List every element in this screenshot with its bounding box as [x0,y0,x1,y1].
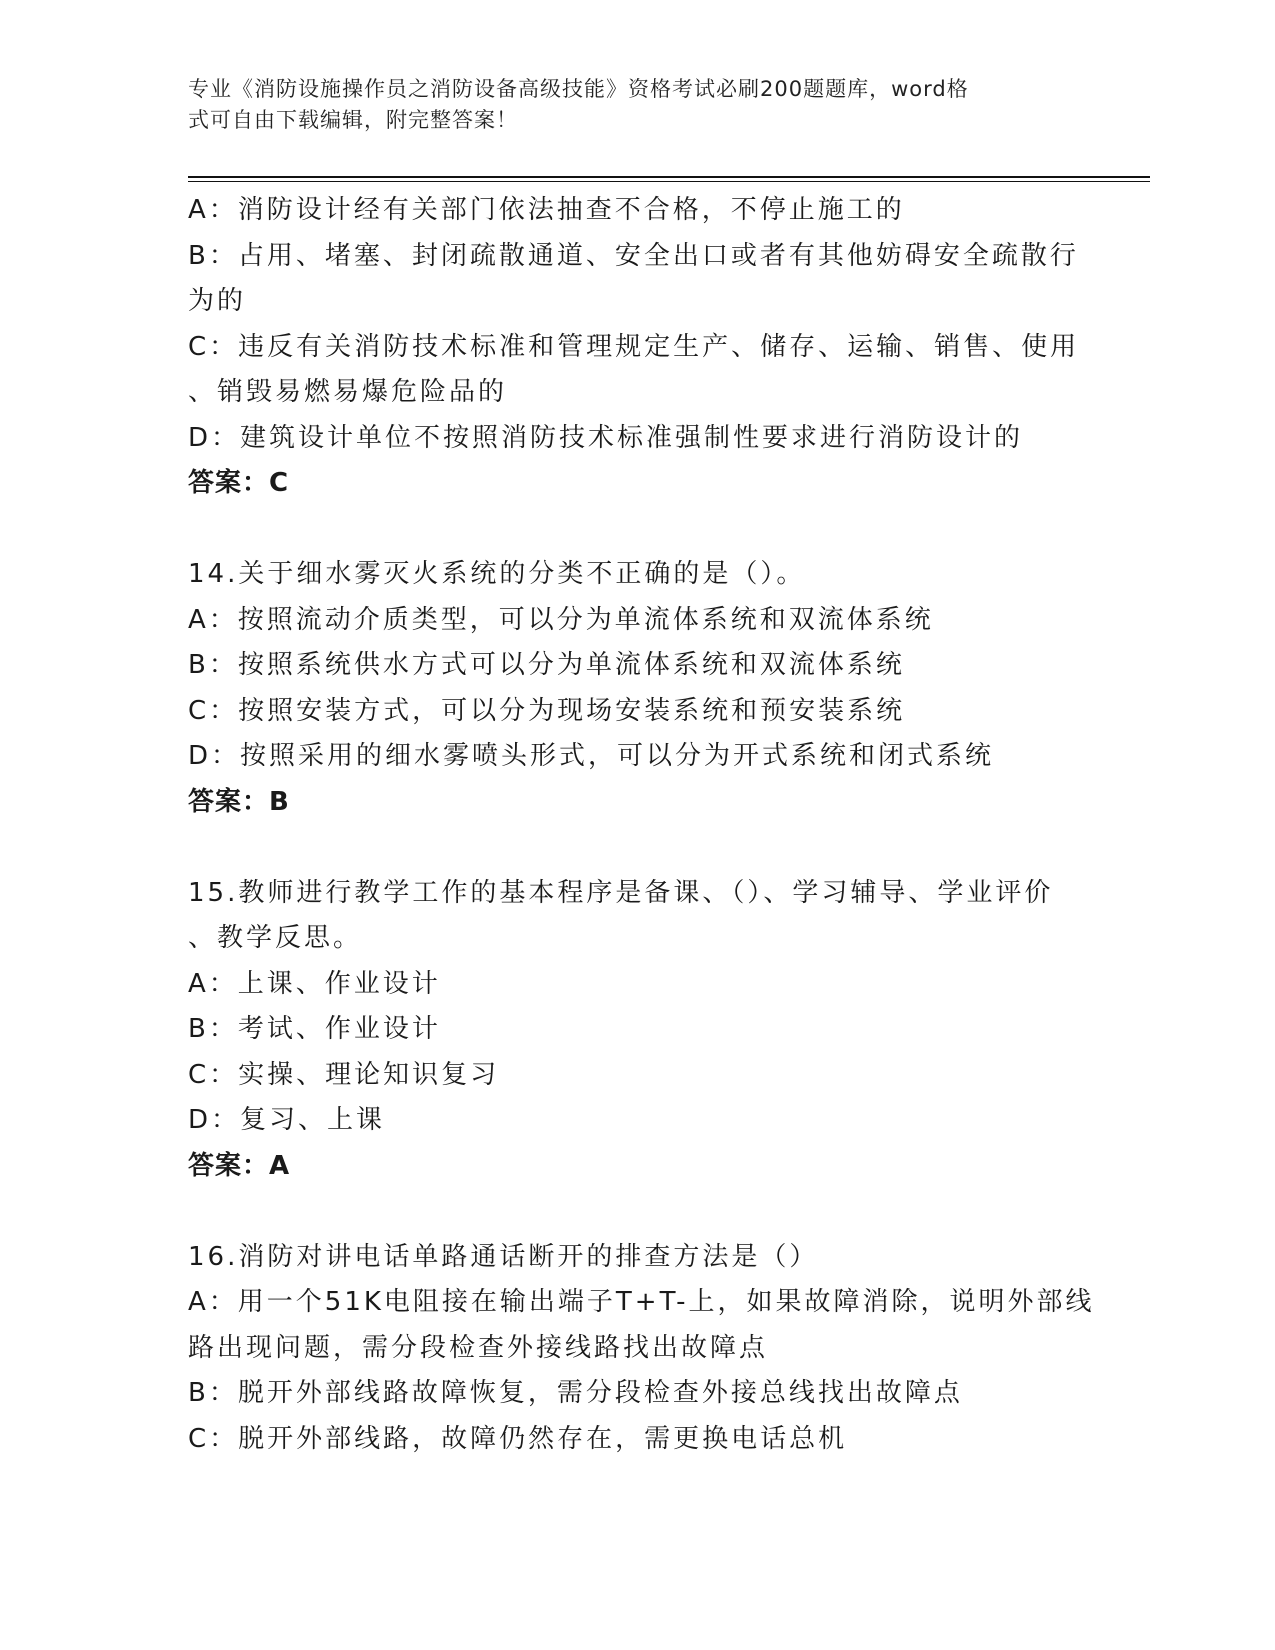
option-b: B：脱开外部线路故障恢复，需分段检查外接总线找出故障点 [188,1378,963,1408]
option-b: B：考试、作业设计 [188,1014,441,1044]
question-stem-continued: 、教学反思。 [188,923,363,953]
option-b: B：按照系统供水方式可以分为单流体系统和双流体系统 [188,650,905,680]
answer: 答案：B [188,786,290,817]
header-line-1: 专业《消防设施操作员之消防设备高级技能》资格考试必刷200题题库，word格 [188,77,969,101]
answer: 答案：A [188,1150,291,1181]
header-divider-thin [188,181,1150,182]
spacer [188,1189,1088,1235]
option-d: D：按照采用的细水雾喷头形式，可以分为开式系统和闭式系统 [188,741,995,771]
option-a: A：上课、作业设计 [188,968,441,999]
option-b-continued: 为的 [188,286,247,316]
option-a: A：消防设计经有关部门依法抽查不合格，不停止施工的 [188,195,905,225]
spacer [188,507,1088,553]
header-divider-thick [188,176,1150,178]
option-c: C：实操、理论知识复习 [188,1059,500,1090]
question-stem: 16.消防对讲电话单路通话断开的排查方法是（） [188,1241,819,1272]
option-c: C：脱开外部线路，故障仍然存在，需更换电话总机 [188,1423,848,1454]
option-a: A：按照流动介质类型，可以分为单流体系统和双流体系统 [188,604,934,635]
option-a: A：用一个51K电阻接在输出端子T+T-上，如果故障消除，说明外部线 [188,1287,1095,1317]
option-c: C：按照安装方式，可以分为现场安装系统和预安装系统 [188,695,906,726]
answer: 答案：C [188,468,290,498]
question-15 [188,871,1088,1190]
option-b: B：占用、堵塞、封闭疏散通道、安全出口或者有其他妨碍安全疏散行 [188,240,1079,271]
option-a-continued: 路出现问题，需分段检查外接线路找出故障点 [188,1332,769,1363]
spacer [188,825,1088,871]
option-d: D：复习、上课 [188,1105,386,1135]
question-stem: 14.关于细水雾灭火系统的分类不正确的是（）。 [188,559,806,589]
question-stem: 15.教师进行教学工作的基本程序是备课、（）、学习辅导、学业评价 [188,877,1054,908]
option-c-continued: 、销毁易燃易爆危险品的 [188,377,508,407]
header-line-2: 式可自由下载编辑，附完整答案！ [188,108,518,132]
option-d: D：建筑设计单位不按照消防技术标准强制性要求进行消防设计的 [188,422,1024,453]
document-header [188,74,1068,136]
question-14 [188,552,1088,825]
option-c: C：违反有关消防技术标准和管理规定生产、储存、运输、销售、使用 [188,331,1080,362]
question-16 [188,1235,1095,1463]
question-content [188,188,1095,1462]
question-13 [188,188,1088,507]
